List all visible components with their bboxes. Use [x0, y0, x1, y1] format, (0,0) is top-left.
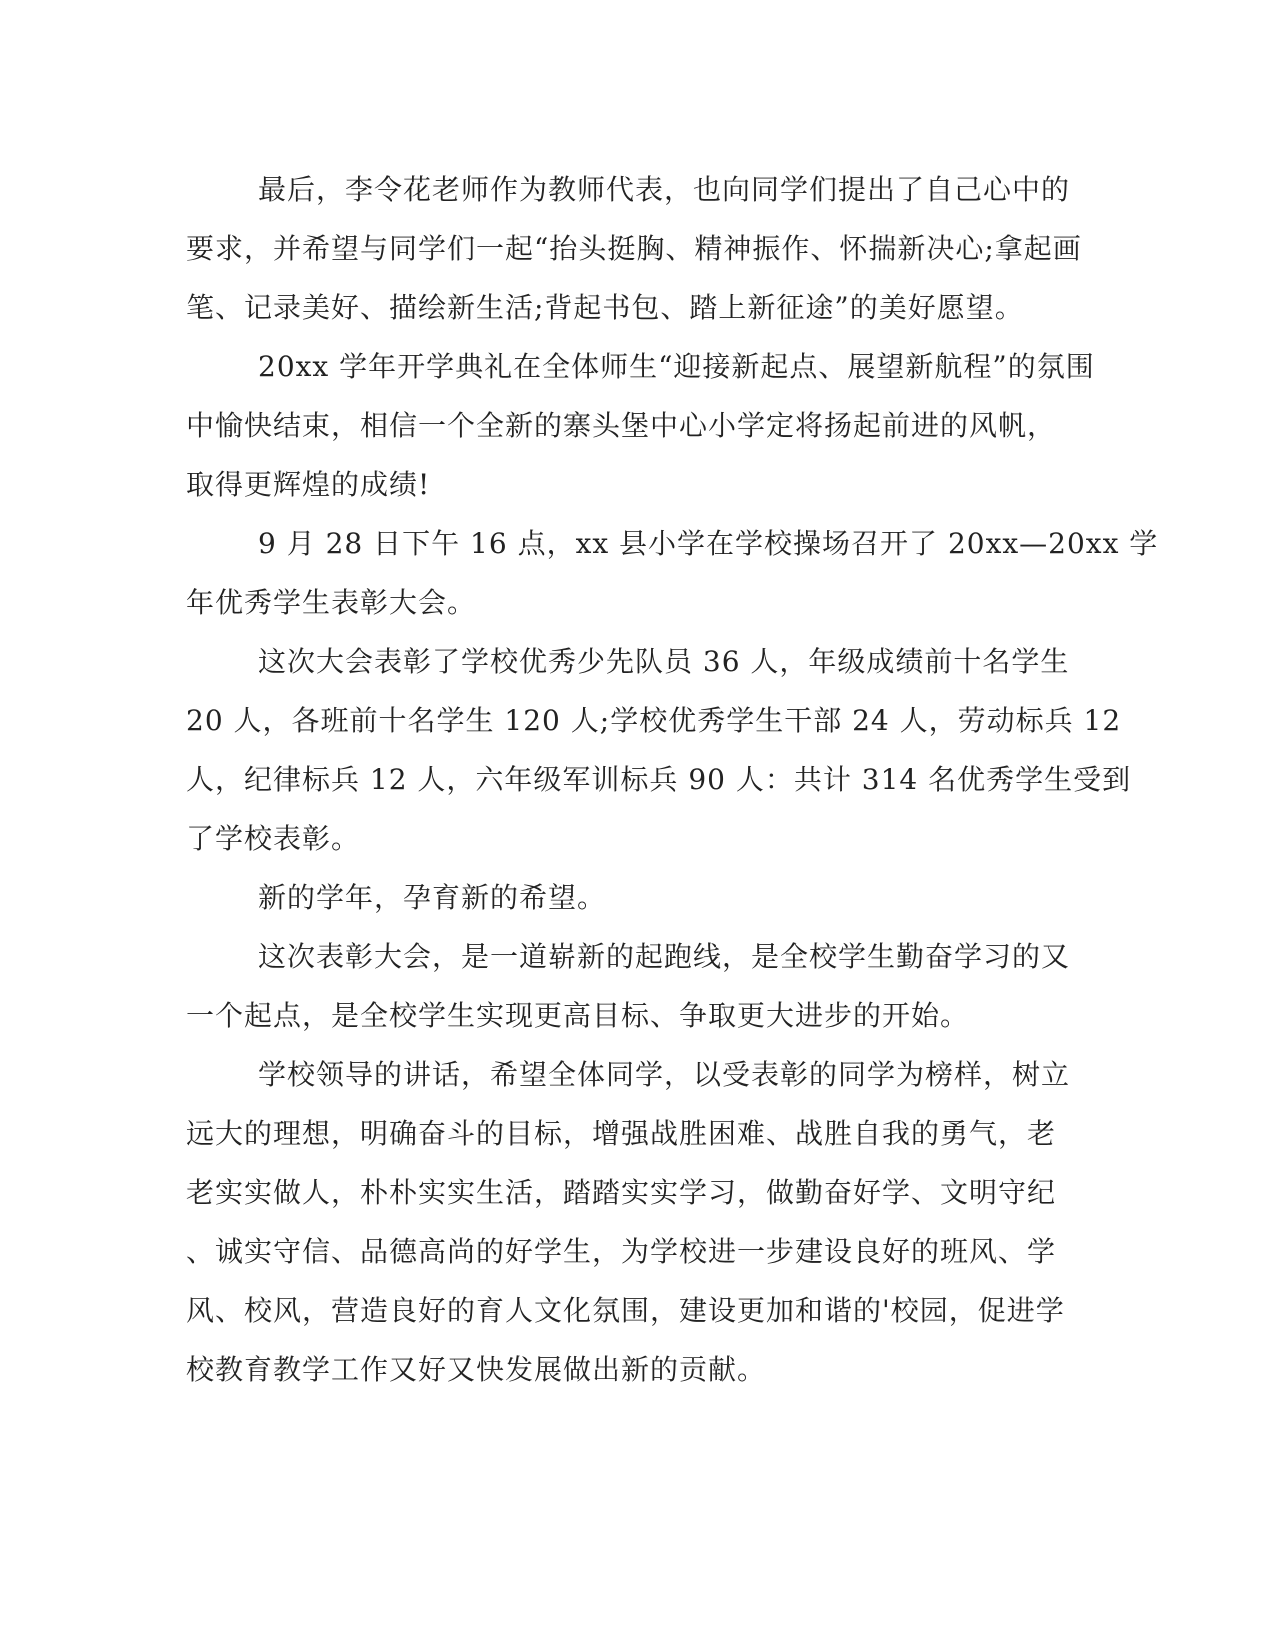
text-line: 老实实做人，朴朴实实生活，踏踏实实学习，做勤奋好学、文明守纪 [186, 1176, 1057, 1209]
paragraph-leader-speech [186, 1045, 1086, 1399]
text-line: 中愉快结束，相信一个全新的寨头堡中心小学定将扬起前进的风帆， [186, 409, 1057, 442]
text-line: 新的学年，孕育新的希望。 [258, 881, 607, 914]
text-line: 这次表彰大会，是一道崭新的起跑线，是全校学生勤奋学习的又 [258, 940, 1071, 973]
document-body [186, 160, 1159, 1399]
paragraph-ceremony-end [186, 337, 1095, 514]
paragraph-award-meeting [186, 514, 1159, 632]
text-line: 最后，李令花老师作为教师代表，也向同学们提出了自己心中的 [258, 173, 1071, 206]
text-line: 20xx 学年开学典礼在全体师生“迎接新起点、展望新航程”的氛围 [258, 350, 1095, 383]
text-line: 笔、记录美好、描绘新生活;背起书包、踏上新征途”的美好愿望。 [186, 291, 1024, 324]
text-line: 远大的理想，明确奋斗的目标，增强战胜困难、战胜自我的勇气，老 [186, 1117, 1057, 1150]
text-line: 一个起点，是全校学生实现更高目标、争取更大进步的开始。 [186, 999, 970, 1032]
paragraph-new-year [186, 868, 1086, 927]
text-line: 了学校表彰。 [186, 822, 361, 855]
text-line: 20 人，各班前十名学生 120 人;学校优秀学生干部 24 人，劳动标兵 12 [186, 704, 1122, 737]
text-line: 风、校风，营造良好的育人文化氛围，建设更加和谐的'校园，促进学 [186, 1294, 1065, 1327]
text-line: 取得更辉煌的成绩! [186, 468, 431, 501]
text-line: 年优秀学生表彰大会。 [186, 586, 477, 619]
text-line: 这次大会表彰了学校优秀少先队员 36 人，年级成绩前十名学生 [258, 645, 1070, 678]
text-line: 学校领导的讲话，希望全体同学，以受表彰的同学为榜样，树立 [258, 1058, 1071, 1091]
text-line: 人，纪律标兵 12 人，六年级军训标兵 90 人：共计 314 名优秀学生受到 [186, 763, 1132, 796]
paragraph-starting-line [186, 927, 1086, 1045]
paragraph-teacher-speech [186, 160, 1086, 337]
text-line: 9 月 28 日下午 16 点，xx 县小学在学校操场召开了 20xx—20xx 学 [258, 527, 1159, 560]
paragraph-award-counts [186, 632, 1132, 868]
text-line: 要求，并希望与同学们一起“抬头挺胸、精神振作、怀揣新决心;拿起画 [186, 232, 1082, 265]
text-line: 、诚实守信、品德高尚的好学生，为学校进一步建设良好的班风、学 [186, 1235, 1057, 1268]
text-line: 校教育教学工作又好又快发展做出新的贡献。 [186, 1353, 767, 1386]
